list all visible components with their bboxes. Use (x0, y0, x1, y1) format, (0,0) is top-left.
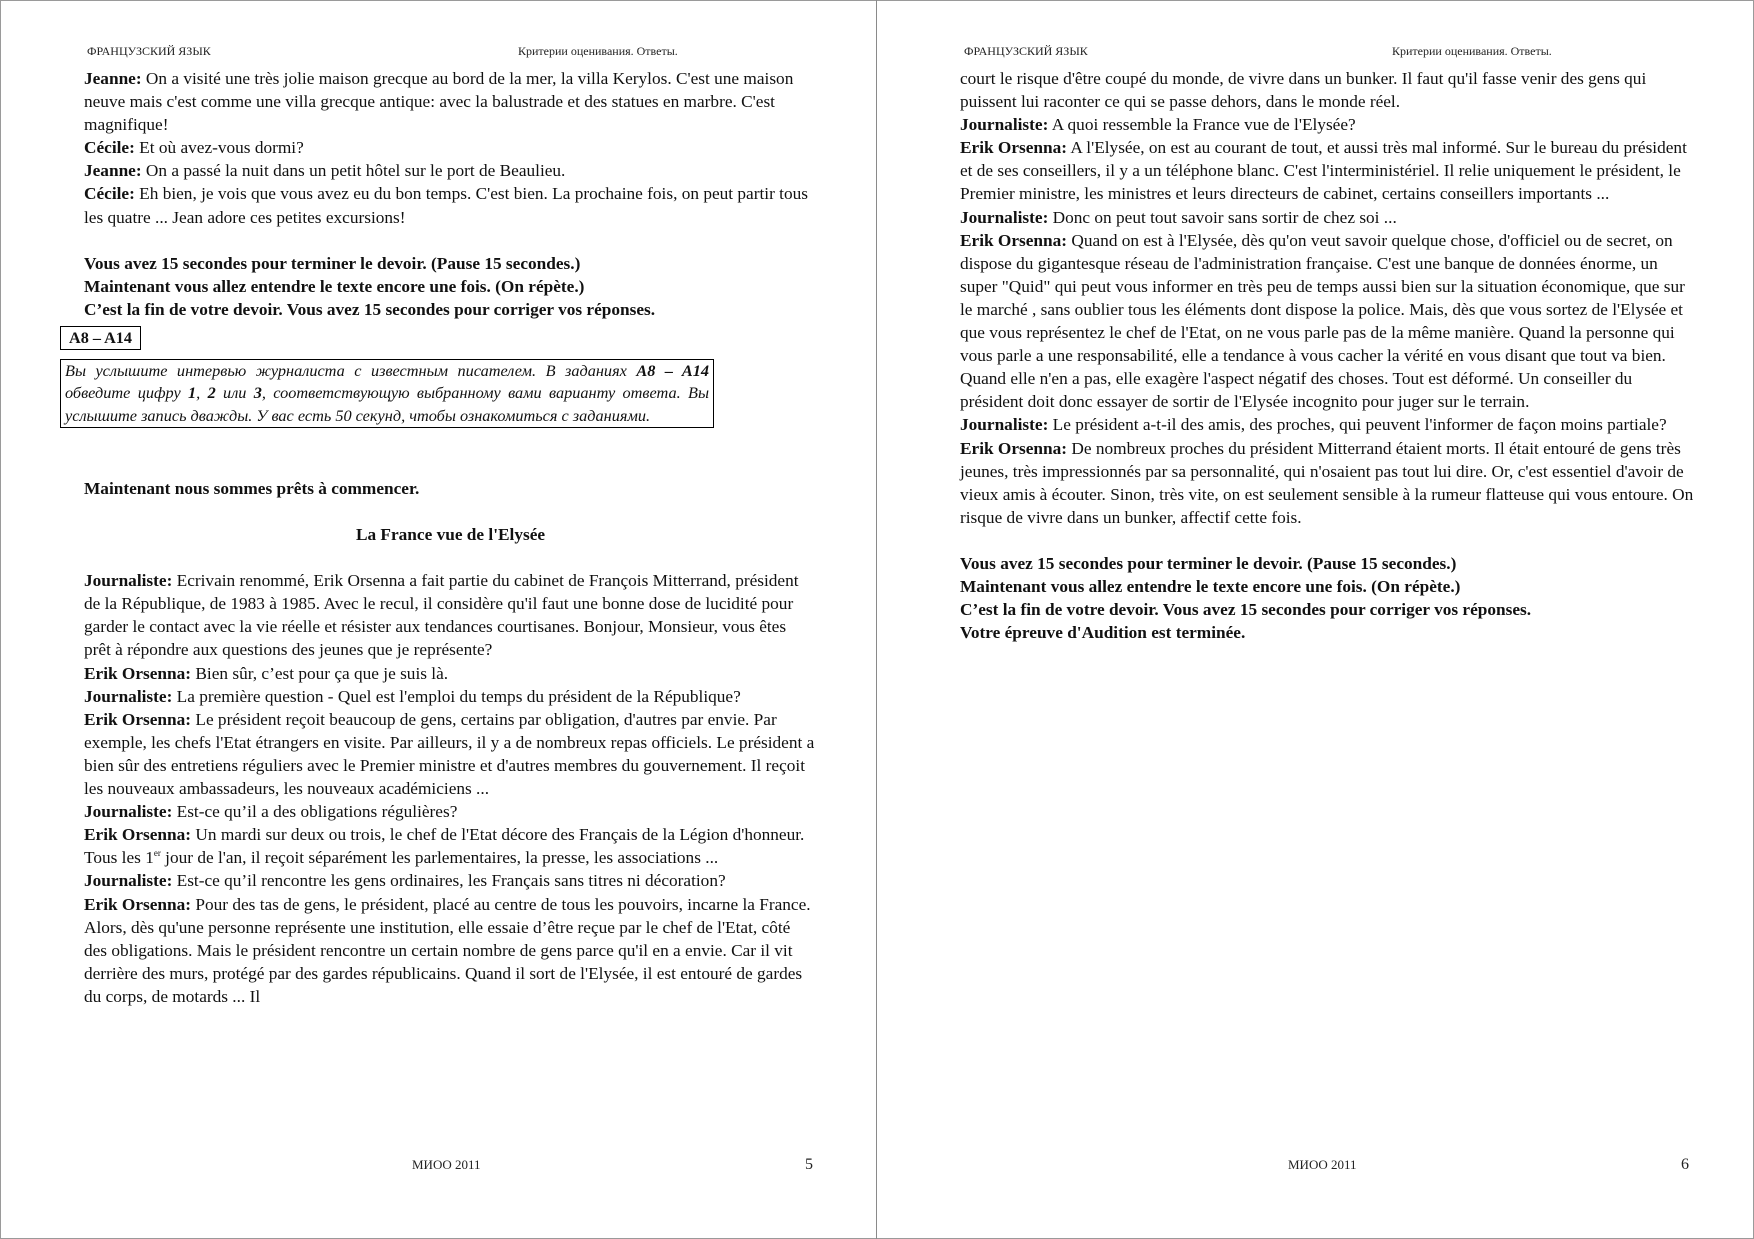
dialogue-turn (84, 159, 817, 182)
utterance: Est-ce qu’il rencontre les gens ordinaires, les Français sans titres ni décoration? (172, 871, 726, 891)
speaker: Jeanne: (84, 69, 142, 88)
utterance: De nombreux proches du président Mitterrand étaient morts. Il était entouré de gens très jeunes, très impressionnés par sa personnalité, qui n'osaient pas tout lui dire. Or, c'est essentiel d'avoir de vieux amis à écouter. Sinon, très vite, on est seulement sensible à la rumeur flatteuse qui vous entoure. On risque de vivre dans un bunker, affectif cette fois. (960, 438, 1694, 527)
dialogue-turn (84, 800, 817, 823)
header-section: Критерии оценивания. Ответы. (1392, 44, 1552, 58)
page-number: 5 (805, 1156, 813, 1173)
utterance: Eh bien, je vois que vous avez eu du bon temps. C'est bien. La prochaine fois, on peut partir tous les quatre ... Jean adore ces petites excursions! (84, 184, 808, 227)
closing-line: C’est la fin de votre devoir. Vous avez 15 secondes pour corriger vos réponses. (84, 299, 656, 319)
instruction-text: или (215, 383, 254, 403)
instruction-text: обведите цифру (65, 383, 189, 403)
instruction-box (60, 359, 714, 428)
utterance: On a visité une très jolie maison grecque au bord de la mer, la villa Kerylos. C'est une maison neuve mais c'est comme une villa grecque antique: avec la balustrade et des statues en marbre. C'est magnifique! (84, 69, 794, 135)
speaker: Erik Orsenna: (960, 138, 1068, 158)
speaker: Erik Orsenna: (84, 825, 192, 845)
utterance: Le président reçoit beaucoup de gens, certains par obligation, d'autres par envie. Par exemple, les chefs l'Etat étrangers en visite. Par ailleurs, il y a de nombreux repas officiels. Le président a bien sûr des entretiens réguliers avec le Premier ministre et d'autres membres du gouvernement. Il reçoit les nouveaux ambassadeurs, les nouveaux académiciens ... (84, 709, 815, 799)
speaker: Erik Orsenna: (84, 663, 192, 683)
task-label: A8 – A14 (60, 326, 141, 350)
interview-continuation (960, 67, 1697, 644)
utterance: Ecrivain renommé, Erik Orsenna a fait partie du cabinet de François Mitterrand, président de la République, de 1983 à 1985. Avec le recul, il considère qu'il faut une bonne dose de lucidité pour garder le contact avec la vie réelle et résister aux tendances courtisanes. Bonjour, Monsieur, vous êtes prêt à répondre aux questions des jeunes que je représente? (84, 571, 799, 660)
dialogue-turn (84, 869, 817, 892)
closing-line: Vous avez 15 secondes pour terminer le devoir. (Pause 15 secondes.) (960, 553, 1457, 573)
instruction-text: Вы услышите интервью журналиста с известным писателем. В заданиях (65, 361, 637, 380)
header-subject: ФРАНЦУЗСКИЙ ЯЗЫК (87, 44, 211, 58)
dialogue-turn (84, 569, 817, 661)
header-subject: ФРАНЦУЗСКИЙ ЯЗЫК (964, 44, 1088, 58)
page-6 (877, 0, 1753, 1239)
header-section: Критерии оценивания. Ответы. (518, 44, 678, 58)
ready-line: Maintenant nous sommes prêts à commencer. (84, 479, 420, 498)
utterance: Est-ce qu’il a des obligations régulières? (172, 802, 458, 822)
closing-line: Vous avez 15 secondes pour terminer le devoir. (Pause 15 secondes.) (84, 253, 581, 273)
speaker: Journaliste: (84, 802, 173, 822)
dialogue-turn (960, 413, 1697, 436)
closing-line: Votre épreuve d'Audition est terminée. (960, 623, 1246, 643)
choice-2: 2 (207, 383, 216, 403)
dialogue-turn (84, 823, 817, 869)
dialogue-turn (960, 206, 1697, 229)
footer-label: МИОО 2011 (1288, 1157, 1357, 1172)
speaker: Journaliste: (960, 415, 1049, 435)
utterance: Pour des tas de gens, le président, placé au centre de tous les pouvoirs, incarne la France. Alors, dès qu'une personne représente une institution, elle essaie d’être reçue par le chef de l'Etat, côté des obligations. Mais le président rencontre un certain nombre de gens parce qu'il en a envie. Car il vit derrière des murs, protégé par des gardes républicains. Quand il sort de l'Elysée, il est entouré de gardes du corps, de motards ... Il (84, 894, 811, 1006)
dialogue-turn (84, 685, 817, 708)
closing-line: Maintenant vous allez entendre le texte encore une fois. (On répète.) (960, 576, 1461, 596)
dialogue-turn (84, 708, 817, 800)
dialogue-turn (960, 229, 1697, 414)
dialogue-turn (84, 182, 817, 228)
dialogue-turn (960, 136, 1697, 205)
instruction-text: , соответствующую выбранному вами варианту ответа. Вы услышите запись дважды. У вас есть 50 секунд, чтобы ознакомиться с заданиями. (65, 383, 709, 425)
dialogue-turn (84, 662, 817, 685)
utterance: La première question - Quel est l'emploi du temps du président de la République? (172, 686, 741, 706)
speaker: Journaliste: (960, 207, 1049, 227)
superscript: er (153, 848, 161, 859)
choice-1: 1 (188, 383, 197, 403)
continuation-text: court le risque d'être coupé du monde, de vivre dans un bunker. Il faut qu'il fasse venir des gens qui puissent lui raconter ce qui se passe dehors, dans le monde réel. (960, 69, 1647, 112)
speaker: Erik Orsenna: (960, 438, 1068, 458)
footer-label: МИОО 2011 (412, 1157, 481, 1172)
speaker: Cécile: (84, 138, 135, 158)
page-title: La France vue de l'Elysée (355, 525, 546, 545)
closing-line: Maintenant vous allez entendre le texte encore une fois. (On répète.) (84, 276, 585, 296)
speaker: Cécile: (84, 184, 135, 204)
utterance: Un mardi sur deux ou trois, le chef de l'Etat décore des Français de la Légion d'honneur. Tous les 1 (84, 825, 805, 868)
speaker: Journaliste: (84, 686, 173, 706)
dialogue-block-a (84, 67, 817, 321)
dialogue-turn (960, 113, 1697, 136)
utterance: On a passé la nuit dans un petit hôtel sur le port de Beaulieu. (141, 161, 566, 181)
dialogue-turn (84, 893, 817, 1008)
utterance: Bien sûr, c’est pour ça que je suis là. (191, 663, 449, 683)
speaker: Erik Orsenna: (84, 894, 192, 914)
utterance: Et où avez-vous dormi? (134, 138, 304, 158)
utterance: A l'Elysée, on est au courant de tout, et aussi très mal informé. Sur le bureau du président et de ses conseillers, il y a un téléphone blanc. C'est l'interministériel. Il relie uniquement le président, le Premier ministre, les ministres et leurs directeurs de cabinet, certains conseillers importants ... (960, 138, 1687, 204)
instruction-tasks: A8 – A14 (636, 361, 709, 380)
dialogue-turn (84, 136, 817, 159)
utterance: jour de l'an, il reçoit séparément les parlementaires, la presse, les associations ... (160, 848, 719, 868)
page-number: 6 (1681, 1156, 1689, 1173)
speaker: Journaliste: (960, 115, 1049, 135)
dialogue-turn (84, 67, 817, 136)
utterance: Le président a-t-il des amis, des proches, qui peuvent l'informer de façon moins partiale? (1048, 415, 1667, 435)
utterance: Quand on est à l'Elysée, dès qu'on veut savoir quelque chose, d'officiel ou de secret, on dispose du gigantesque réseau de l'administration française. C'est une banque de données énorme, un super "Quid" qui peut vous informer en très peu de temps aussi bien sur la situation économique, que sur le marché , sans oublier tous les éléments dont dispose la police. Mais, dès que vous sortez de l'Elysée et que vous représentez le chef de l'Etat, on ne vous parle pas de la même manière. Quand la personne qui vous parle a une responsabilité, elle a tendance à vous cacher la vérité en vous disant que tout va bien. Quand elle n'en a pas, elle exagère l'aspect négatif des choses. Tout est déformé. Un conseiller du président doit donc essayer de sortir de l'Elysée incognito pour juger sur le terrain. (960, 230, 1685, 412)
choice-3: 3 (253, 383, 262, 403)
page-5 (0, 0, 876, 1239)
dialogue-turn (960, 437, 1697, 529)
interview-block (84, 477, 817, 1008)
utterance: A quoi ressemble la France vue de l'Elysée? (1048, 115, 1356, 135)
instruction-text: , (196, 383, 208, 403)
speaker: Jeanne: (84, 161, 142, 181)
speaker: Erik Orsenna: (84, 709, 192, 729)
speaker: Journaliste: (84, 571, 173, 591)
utterance: Donc on peut tout savoir sans sortir de chez soi ... (1048, 207, 1397, 227)
speaker: Erik Orsenna: (960, 230, 1068, 250)
closing-line: C’est la fin de votre devoir. Vous avez 15 secondes pour corriger vos réponses. (960, 600, 1532, 620)
speaker: Journaliste: (84, 871, 173, 891)
